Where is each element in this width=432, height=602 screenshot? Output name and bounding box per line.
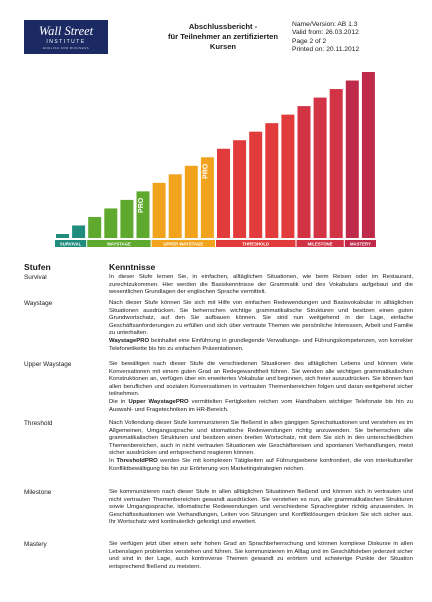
bar-2 xyxy=(72,225,85,238)
level-progression-chart xyxy=(0,0,432,260)
bar-15 xyxy=(281,115,294,238)
desc-threshold xyxy=(109,420,413,473)
column-header-level: Stufen xyxy=(24,262,51,272)
desc-waystage-text: Nach dieser Stufe können Sie sich mit Hilfe von einfachen Redewendungen und Basisvokabular in alltäglichen Situationen ausdrücken. Sie beherrschen wichtige grammatikalische Strukturen und besitzen einen guten Grundwortschatz, auf den Sie aufbauen können. Sie sind nun weitgehend in der Lage, einfache Geschäftsanforderungen zu erfüllen und sich über vertraute Themen wie persönliche Interessen, Arbeit und Familie zu unterhalten. xyxy=(109,300,413,337)
bar-1 xyxy=(56,234,69,238)
bar-3 xyxy=(88,217,101,238)
meta-version: Name/Version: AB 1.3 xyxy=(292,21,358,28)
bar-5 xyxy=(120,200,133,238)
desc-mastery-text: Sie verfügen jetzt über einen sehr hohen Grad an Sprachbeherrschung und können komplexe Diskurse in allen Lebenslagen problemlos verstehen und führen. Sie kommunizieren im Alltag und im Geschäftsleben jederzeit sicher und sind in der Lage, auch kontroverse Themen gewandt zu erörtern und schwierige Punkte der Situation entsprechend fließend zu meistern. xyxy=(109,541,413,570)
threshold-pro-text: werden Sie mit komplexen Tätigkeiten auf Führungsebene konfrontiert, die von interkultureller Konfliktbewältigung bis hin zur Erörterung von Marketingstrategien reichen. xyxy=(109,457,413,472)
bar-12 xyxy=(233,140,246,238)
column-header-knowledge: Kenntnisse xyxy=(109,262,156,272)
level-milestone: Milestone xyxy=(24,489,52,496)
desc-threshold-text: Nach Vollendung dieser Stufe kommunizieren Sie fließend in allen gängigen Sprechsituationen und verstehen es im Allgemeinen, Umgangssprache und idiomatische Redewendungen richtig anzuwenden. Sie beherrschen alle grammatikalischen Strukturen und besitzen einen breiten Wortschatz, mit dem Sie sich in den unterschiedlichen Themenbereichen, auch in nicht vertrauten Situationen wie Geschäftsreisen und spontanen Verhandlungen, meist sicher ausdrücken und entsprechend reagieren können. xyxy=(109,420,413,457)
upper-waystage-pro-pre: Die in xyxy=(109,398,129,405)
group-label-upper-waystage: UPPER WAYSTAGE xyxy=(163,241,204,247)
desc-upper-waystage xyxy=(109,361,413,414)
title-line-2: für Teilnehmer an zertifizierten Kursen xyxy=(168,32,278,51)
meta-valid-from: Valid from: 26.03.2012 xyxy=(292,29,359,37)
desc-milestone-text: Sie kommunizieren nach dieser Stufe in allen alltäglichen Situationen fließend und können sich in vertrauten und nicht vertrauten Themenbereichen gewandt ausdrücken. Sie verstehen es nun, alle grammatikalischen Strukturen sowie Umgangssprache, idiomatische Redewendungen und verschiedene Sprachregister richtig anzuwenden. In Geschäftssituationen wie Verhandlungen, Leiten von Sitzungen und Konfliktlösungen drücken Sie sich sicher aus. Ihr Wortschatz wird kontinuierlich gefestigt und erweitert. xyxy=(109,489,413,526)
bar-16 xyxy=(298,106,311,238)
desc-threshold-pro xyxy=(109,458,413,473)
desc-upper-waystage-pro xyxy=(109,399,413,414)
bar-20 xyxy=(362,72,375,238)
meta-page: Page 2 of 2 xyxy=(292,37,327,45)
group-label-milestone: MILESTONE xyxy=(307,241,333,247)
level-waystage: Waystage xyxy=(24,300,53,307)
bar-11 xyxy=(217,149,230,238)
pro-label-2: PRO xyxy=(202,163,210,179)
upper-waystage-pro-name: Upper WaystagePRO xyxy=(128,398,189,405)
waystage-pro-text: beinhaltet eine Einführung in grundlegende Verwaltungs- und Führungskompetenzen, von korrekter Telefonetikette bis hin zu einfachen Präsentationen. xyxy=(109,337,413,352)
meta-printed-on: Printed on: 20.11.2012 xyxy=(292,46,360,54)
title-line-1: Abschlussbericht - xyxy=(188,22,258,31)
pro-label-1: PRO xyxy=(138,197,145,213)
upper-waystage-pro-text: vermittelten Fertigkeiten reichen vom Handhaben wichtiger Telefonate bis hin zu Auswahl- und Fragetechniken im HR-Bereich. xyxy=(109,398,414,413)
group-label-survival: SURVIVAL xyxy=(59,241,82,247)
bar-8 xyxy=(169,174,182,238)
desc-waystage-pro xyxy=(109,338,413,353)
group-label-mastery: MASTERY xyxy=(349,241,371,247)
level-upper-waystage: Upper Waystage xyxy=(24,361,72,368)
logo-tagline: ENGLISH FOR BUSINESS xyxy=(42,46,90,50)
threshold-pro-pre: In xyxy=(109,457,117,464)
desc-upper-waystage-text: Sie bewältigen nach dieser Stufe die verschiedenen Situationen des alltäglichen Lebens und können viele Konversationen mit einem guten Grad an Redegewandtheit führen. Sie wenden alle wichtigen grammatikalischen Konstruktionen an, verfügen über ein erweitertes Vokabular und beginnen, sich freier auszudrücken. Sie können fast allen beruflichen und sozialen Konversationen in vertrauten Themenbereichen folgen und daran weitgehend sicher teilnehmen. xyxy=(109,361,413,398)
level-mastery: Mastery xyxy=(24,541,47,548)
bar-7 xyxy=(153,183,166,238)
bar-17 xyxy=(314,98,327,238)
desc-survival xyxy=(109,274,413,297)
bar-13 xyxy=(249,132,262,238)
bar-4 xyxy=(104,208,117,238)
bar-19 xyxy=(346,81,359,238)
bar-9 xyxy=(185,166,198,238)
group-label-waystage: WAYSTAGE xyxy=(106,241,131,247)
desc-waystage xyxy=(109,300,413,353)
level-survival: Survival xyxy=(24,274,47,281)
waystage-pro-name: WaystagePRO xyxy=(109,337,150,344)
desc-mastery xyxy=(109,541,413,571)
bar-18 xyxy=(330,89,343,238)
desc-milestone xyxy=(109,489,413,527)
threshold-pro-name: ThresholdPRO xyxy=(116,457,158,464)
logo-name: Wall Street xyxy=(38,24,94,38)
desc-survival-text: In dieser Stufe lernen Sie, in einfachen, alltäglichen Situationen, wie beim Reisen oder im Restaurant, zurechtzukommen. Hier werden die Basiskenntnisse der Grammatik und des Vokabulars aufgebaut und die wesentlichen Grundlagen der englischen Sprache vermittelt. xyxy=(109,274,413,296)
group-label-threshold: THRESHOLD xyxy=(242,241,270,247)
bar-14 xyxy=(265,123,278,238)
level-threshold: Threshold xyxy=(24,420,53,427)
logo-sub: INSTITUTE xyxy=(46,39,86,45)
